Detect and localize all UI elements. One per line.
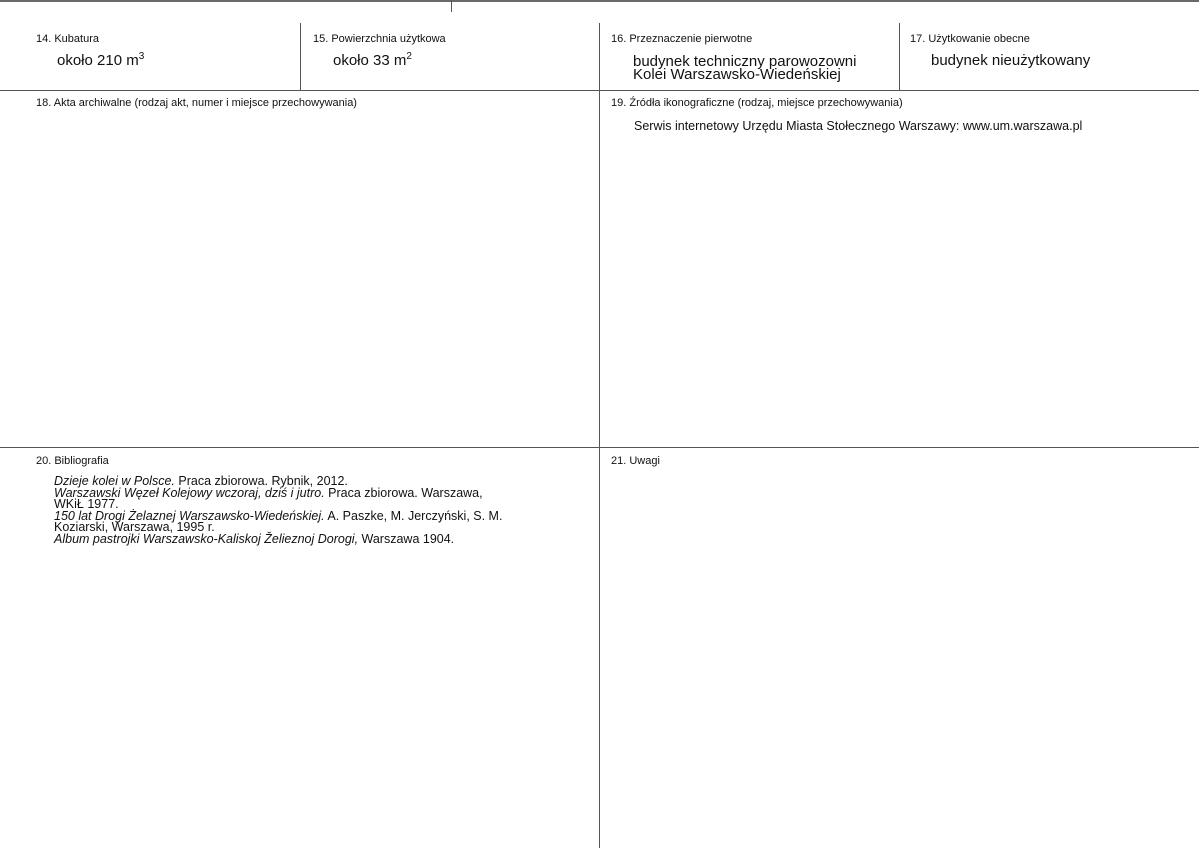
bibliography-list xyxy=(54,476,502,546)
top-divider-tick xyxy=(451,0,452,12)
top-border xyxy=(0,0,1199,2)
field-19-label: 19. Źródła ikonograficzne (rodzaj, miejsce przechowywania) xyxy=(611,97,903,109)
field-15-value: około 33 $m^2$ xyxy=(333,51,412,69)
bibliography-entry: Warszawski Węzeł Kolejowy wczoraj, dziś i jutro. Praca zbiorowa. Warszawa, xyxy=(54,485,483,500)
field-20-label: 20. Bibliografia xyxy=(36,455,109,467)
field-17-label: 17. Użytkowanie obecne xyxy=(910,33,1030,45)
col-divider-main xyxy=(599,23,600,848)
bibliography-entry: Dzieje kolei w Polsce. Praca zbiorowa. Rybnik, 2012. xyxy=(54,474,348,488)
field-19-value: Serwis internetowy Urzędu Miasta Stołecznego Warszawy: www.um.warszawa.pl xyxy=(634,119,1083,133)
field-16-label: 16. Przeznaczenie pierwotne xyxy=(611,33,753,45)
field-17-value: budynek nieużytkowany xyxy=(931,52,1091,69)
bibliography-entry-continuation: Koziarski, Warszawa, 1995 r. xyxy=(54,520,215,535)
field-14-value: około 210 $m^3$ xyxy=(57,51,145,69)
field-15-label: 15. Powierzchnia użytkowa xyxy=(313,33,446,45)
col-divider-14-15 xyxy=(300,23,301,90)
bibliography-entry: 150 lat Drogi Żelaznej Warszawsko-Wiedeńskiej. A. Paszke, M. Jerczyński, S. M. xyxy=(54,508,503,523)
field-16-value: budynek techniczny parowozowni Kolei Warszawsko-Wiedeńskiej xyxy=(633,53,857,83)
bibliography-entry: Album pastrojki Warszawsko-Kaliskoj Želieznoj Dorogi, Warszawa 1904. xyxy=(54,531,455,546)
col-divider-16-17 xyxy=(899,23,900,90)
field-14-label: 14. Kubatura xyxy=(36,33,99,45)
field-21-label: 21. Uwagi xyxy=(611,455,660,467)
bibliography-entry-continuation: WKiŁ 1977. xyxy=(54,497,119,512)
field-18-label: 18. Akta archiwalne (rodzaj akt, numer i miejsce przechowywania) xyxy=(36,97,357,109)
